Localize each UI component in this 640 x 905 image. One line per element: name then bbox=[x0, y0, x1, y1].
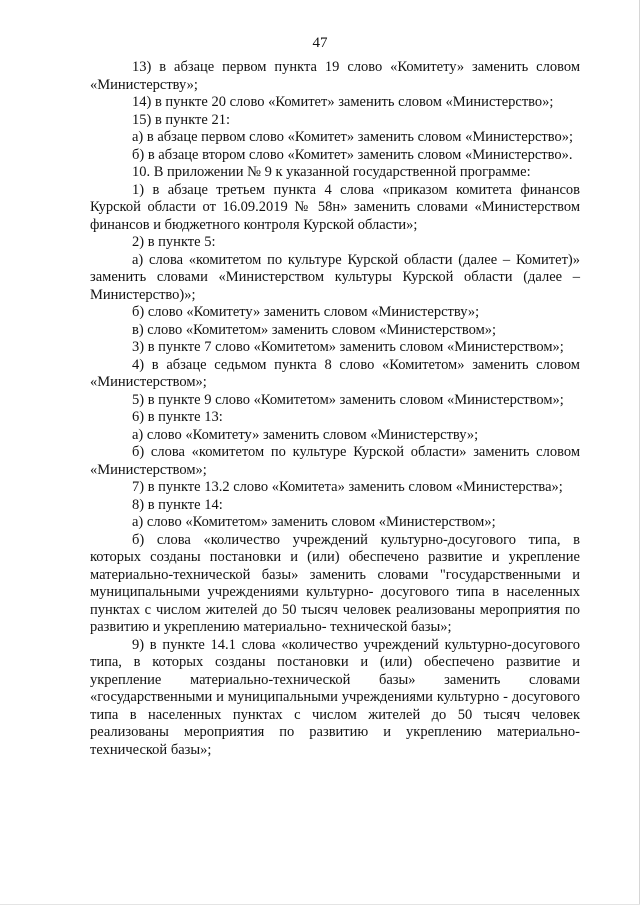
paragraph: а) слово «Комитету» заменить словом «Министерству»; bbox=[132, 426, 479, 443]
paragraph: б) слова «комитетом по культуре Курской области» заменить словом «Министерством»; bbox=[90, 444, 580, 478]
paragraph: в) слово «Комитетом» заменить словом «Министерством»; bbox=[132, 321, 497, 338]
paragraph: 3) в пункте 7 слово «Комитетом» заменить словом «Министерством»; bbox=[132, 339, 564, 355]
paragraph: 7) в пункте 13.2 слово «Комитета» заменить словом «Министерства»; bbox=[132, 479, 563, 495]
paragraph: 15) в пункте 21: bbox=[132, 111, 230, 128]
paragraph: 8) в пункте 14: bbox=[132, 496, 223, 513]
paragraph: б) слово «Комитету» заменить словом «Министерству»; bbox=[132, 304, 480, 320]
paragraph: б) слова «количество учреждений культурно-досугового типа, в которых созданы постановки и (или) обеспечено развитие и укрепление материально-технической базы» заменить словами "государственными и муниципальными учреждениями культурно- досугового типа в населенных пунктах с числом жителей до 50 тысяч человек реализованы мероприятия по развитию и укреплению материально- технической базы»; bbox=[90, 531, 580, 635]
paragraph: а) слова «комитетом по культуре Курской области (далее – Комитет)» заменить словами «Министерством культуры Курской области (далее – Министерство)»; bbox=[90, 251, 580, 303]
paragraph: а) в абзаце первом слово «Комитет» заменить словом «Министерство»; bbox=[132, 129, 574, 145]
paragraph: б) в абзаце втором слово «Комитет» заменить словом «Министерство». bbox=[132, 146, 573, 163]
page-number: 47 bbox=[312, 35, 328, 51]
paragraph: 2) в пункте 5: bbox=[132, 234, 216, 250]
paragraph: 1) в абзаце третьем пункта 4 слова «приказом комитета финансов Курской области от 16.09.2019 № 58н» заменить словами «Министерством финансов и бюджетного контроля Курской области»; bbox=[90, 181, 580, 233]
paragraph: 9) в пункте 14.1 слова «количество учреждений культурно-досугового типа, в которых созданы постановки и (или) обеспечено развитие и укрепление материально-технической базы» заменить словами «государственными и муниципальными учреждениями культурно - досугового типа в населенных пунктах с числом жителей до 50 тысяч человек реализованы мероприятия по развитию и укреплению материально- технической базы»; bbox=[90, 636, 580, 758]
paragraph: а) слово «Комитетом» заменить словом «Министерством»; bbox=[132, 514, 496, 530]
paragraph: 13) в абзаце первом пункта 19 слово «Комитету» заменить словом «Министерству»; bbox=[90, 59, 580, 93]
paragraph: 6) в пункте 13: bbox=[132, 409, 223, 425]
paragraph: 5) в пункте 9 слово «Комитетом» заменить словом «Министерством»; bbox=[132, 391, 564, 408]
document-body bbox=[90, 59, 580, 759]
paragraph: 4) в абзаце седьмом пункта 8 слово «Комитетом» заменить словом «Министерством»; bbox=[90, 356, 580, 390]
paragraph: 10. В приложении № 9 к указанной государственной программе: bbox=[132, 164, 531, 180]
paragraph: 14) в пункте 20 слово «Комитет» заменить словом «Министерство»; bbox=[132, 94, 554, 110]
